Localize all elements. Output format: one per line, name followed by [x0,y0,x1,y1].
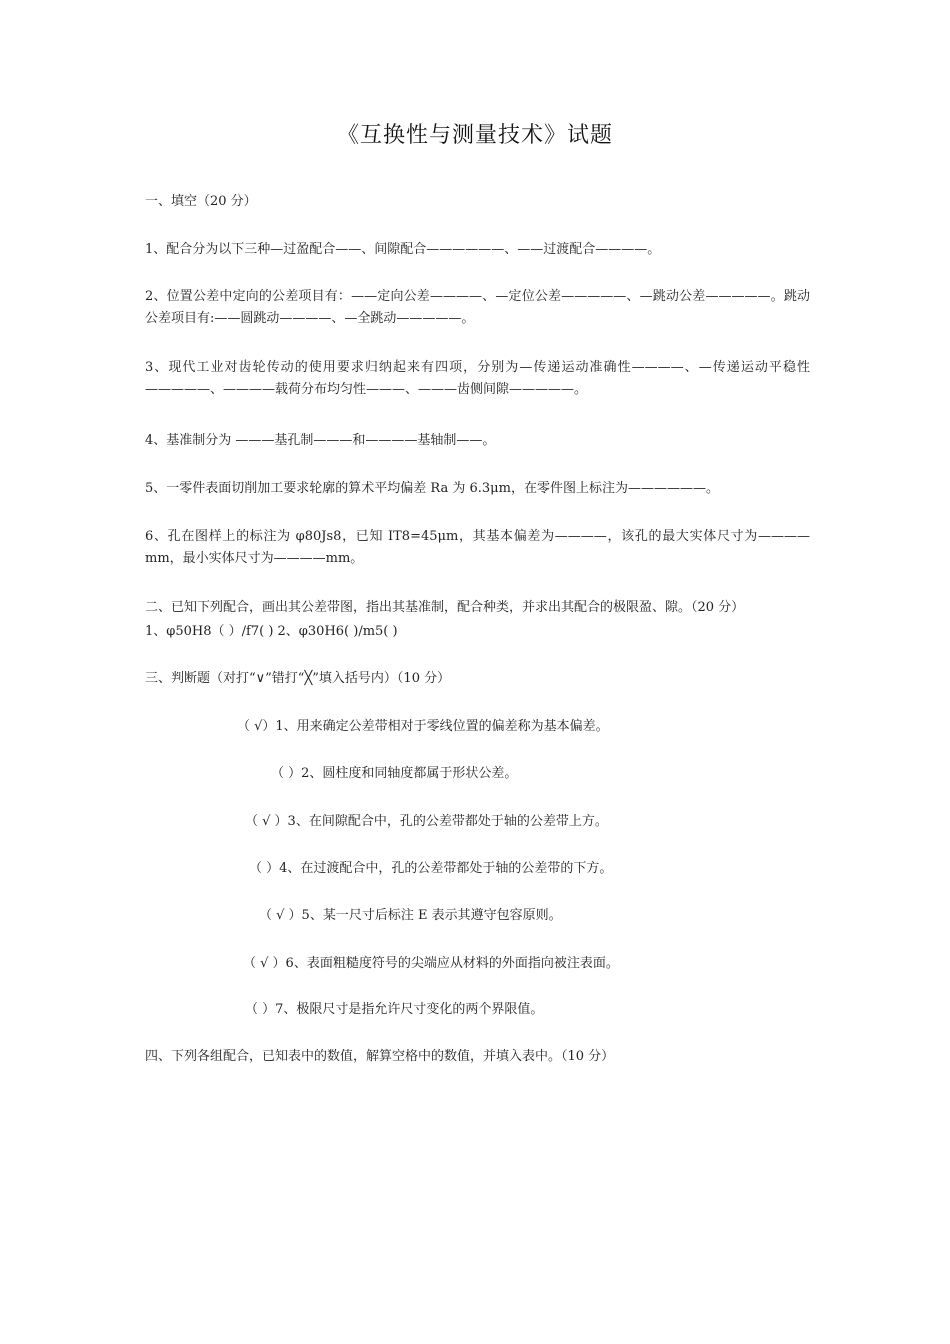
question-1-4: 4、基准制分为 ———基孔制———和————基轴制——。 [145,433,496,448]
judge-item-1: （ √）1、用来确定公差带相对于零线位置的偏差称为基本偏差。 [237,719,609,734]
question-1-1: 1、配合分为以下三种—过盈配合——、间隙配合——————、——过渡配合————。 [145,242,661,257]
page-title: 《互换性与测量技术》试题 [336,123,613,148]
judge-item-7: （ ）7、极限尺寸是指允许尺寸变化的两个界限值。 [245,1002,544,1017]
question-1-6: 6、孔在图样上的标注为 φ80Js8，已知 IT8=45μm，其基本偏差为————，该孔的最大实体尺寸为————mm，最小实体尺寸为————mm。 [145,529,810,566]
question-1-3: 3、现代工业对齿轮传动的使用要求归纳起来有四项，分别为—传递运动准确性————、—传递运动平稳性—————、————载荷分布均匀性———、———齿侧间隙—————。 [145,360,810,397]
question-1-5: 5、一零件表面切削加工要求轮廓的算术平均偏差 Ra 为 6.3μm，在零件图上标注为——————。 [145,481,719,496]
section-2-heading: 二、已知下列配合，画出其公差带图，指出其基准制，配合种类，并求出其配合的极限盈、隙。（20 分） [145,600,745,615]
question-1-2: 2、位置公差中定向的公差项目有：——定向公差————、—定位公差—————、—跳动公差—————。跳动公差项目有:——圆跳动————、—全跳动—————。 [145,289,810,326]
section-2-items: 1、φ50H8（ ）/f7( ) 2、φ30H6( )/m5( ) [145,624,398,639]
judge-item-4: （ ）4、在过渡配合中，孔的公差带都处于轴的公差带的下方。 [249,861,613,876]
section-3-heading: 三、判断题（对打“∨”错打“╳”填入括号内）（10 分） [145,671,451,686]
section-1-heading: 一、填空（20 分） [145,194,257,209]
judge-item-6: （ √ ）6、表面粗糙度符号的尖端应从材料的外面指向被注表面。 [243,956,619,971]
judge-item-3: （ √ ）3、在间隙配合中，孔的公差带都处于轴的公差带上方。 [245,814,608,829]
section-4-heading: 四、下列各组配合，已知表中的数值，解算空格中的数值，并填入表中。（10 分） [145,1049,615,1064]
judge-item-2: （ ）2、圆柱度和同轴度都属于形状公差。 [271,766,518,781]
judge-item-5: （ √ ）5、某一尺寸后标注 E 表示其遵守包容原则。 [259,908,562,923]
